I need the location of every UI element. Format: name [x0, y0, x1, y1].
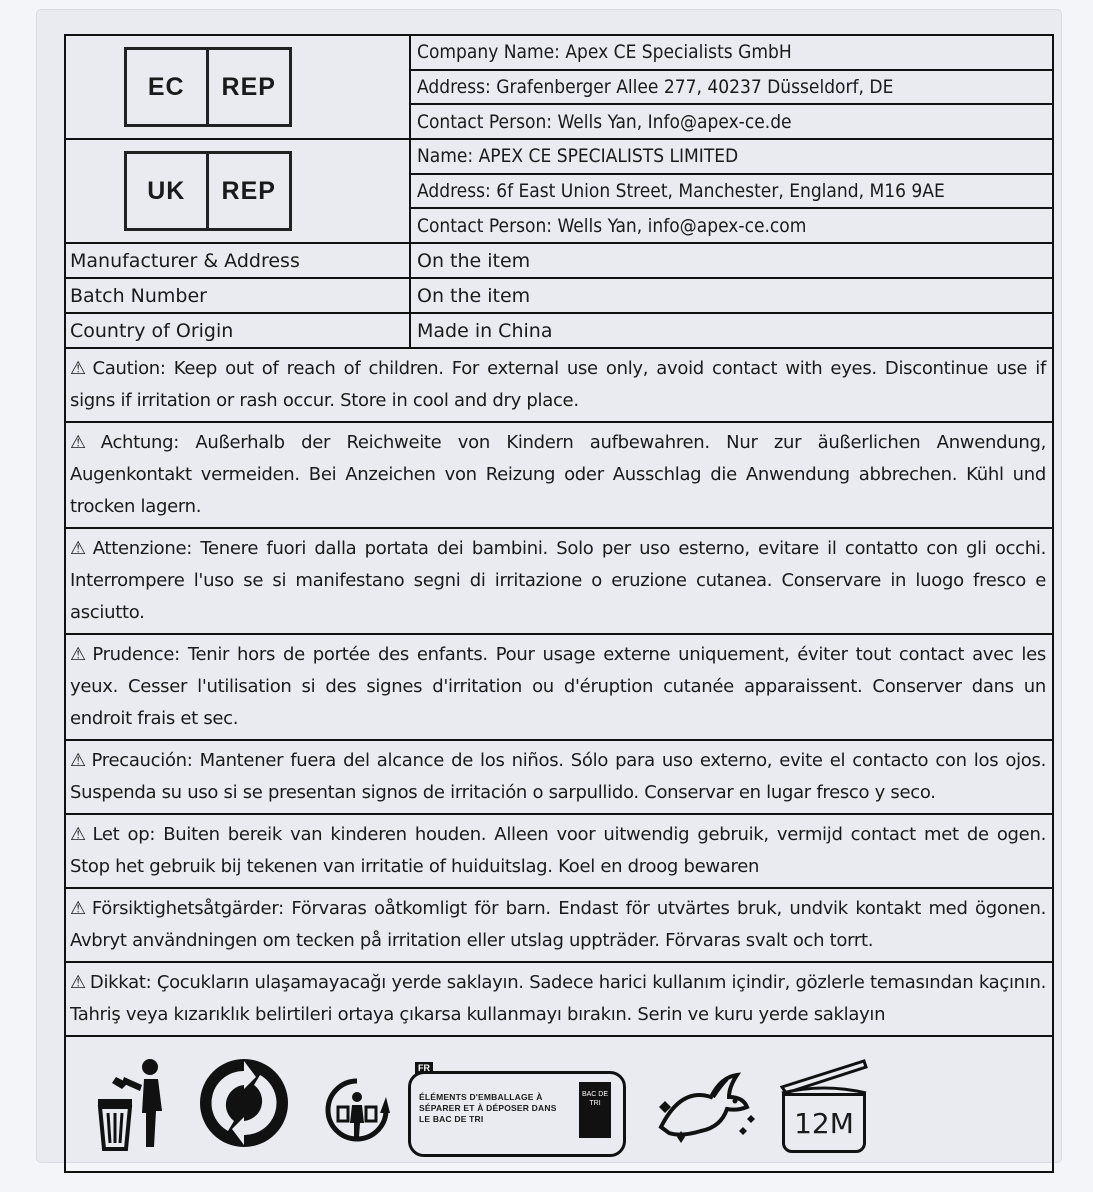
uk-rep-row — [66, 140, 1052, 244]
warning-text: Caution: Keep out of reach of children. For external use only, avoid contact with eyes. Discontinue use if signs if irritation or rash occur. Store in cool and dry place. — [70, 358, 1046, 411]
batch-row — [66, 279, 1052, 314]
warning-icon: ⚠ — [70, 824, 89, 845]
detail-value: Made in China — [417, 319, 553, 342]
warning-icon: ⚠ — [70, 750, 88, 771]
warning-icon: ⚠ — [70, 358, 89, 379]
warning-tr — [66, 963, 1052, 1037]
detail-key: Batch Number — [66, 279, 411, 312]
period-after-opening-icon — [778, 1057, 870, 1149]
warning-text: Dikkat: Çocukların ulaşamayacağı yerde saklayın. Sadece harici kullanım içindir, gözlerle temasından kaçının. Tahriş veya kızarıklık belirtileri ortaya çıkarsa kullanmayı bırakın. Serin ve kuru yerde saklayın — [70, 972, 1046, 1025]
warning-nl — [66, 815, 1052, 889]
uk-name: Name: APEX CE SPECIALISTS LIMITED — [411, 140, 1052, 175]
green-dot-icon — [198, 1057, 290, 1149]
warning-icon: ⚠ — [70, 644, 89, 665]
warning-it — [66, 529, 1052, 635]
warning-text: Prudence: Tenir hors de portée des enfants. Pour usage externe uniquement, éviter tout contact avec les yeux. Cesser l'utilisation si des signes d'irritation ou d'éruption cutanée apparaissent. Conserver dans un endroit frais et sec. — [70, 644, 1046, 729]
warning-text: Achtung: Außerhalb der Reichweite von Kindern aufbewahren. Nur zur äußerlichen Anwendung, Augenkontakt vermeiden. Bei Anzeichen von Reizung oder Ausschlag die Anwendung abbrechen. Kühl und trocken lagern. — [70, 432, 1046, 517]
manufacturer-row — [66, 244, 1052, 279]
label-table — [64, 34, 1054, 1173]
triman-sorting-text: ÉLÉMENTS D'EMBALLAGE À SÉPARER ET À DÉPOSER DANS LE BAC DE TRI — [419, 1092, 557, 1124]
detail-value: On the item — [417, 249, 531, 272]
triman-country-tag: FR — [415, 1062, 433, 1074]
detail-value: On the item — [417, 284, 531, 307]
cruelty-free-rabbit-icon — [651, 1067, 761, 1147]
ec-address: Address: Grafenberger Allee 277, 40237 Düsseldorf, DE — [411, 71, 1052, 106]
rep-badge-text: REP — [221, 176, 276, 205]
warning-text: Försiktighetsåtgärder: Förvaras oåtkomligt för barn. Endast för utvärtes bruk, undvik kontakt med ögonen. Avbryt användningen om tecken på irritation eller utslag uppträder. Förvaras svalt och torrt. — [70, 898, 1046, 951]
warning-icon: ⚠ — [70, 972, 86, 993]
rep-badge-text: REP — [221, 72, 276, 101]
uk-contact: Contact Person: Wells Yan, info@apex-ce.com — [417, 214, 807, 237]
detail-key: Country of Origin — [66, 314, 411, 347]
warning-de — [66, 423, 1052, 529]
uk-rep-badge — [124, 151, 292, 231]
warning-es — [66, 741, 1052, 815]
ec-contact: Contact Person: Wells Yan, Info@apex-ce.de — [417, 110, 792, 133]
origin-row — [66, 314, 1052, 349]
ec-company: Company Name: Apex CE Specialists GmbH — [411, 36, 1052, 71]
warning-icon: ⚠ — [70, 432, 97, 453]
warning-text: Attenzione: Tenere fuori dalla portata dei bambini. Solo per uso esterno, evitare il contatto con gli occhi. Interrompere l'uso se si manifestano segni di irritazione o eruzione cutanea. Conservare in luogo fresco e asciutto. — [70, 538, 1047, 623]
triman-icon — [324, 1077, 390, 1143]
product-label — [37, 10, 1061, 1162]
warning-fr — [66, 635, 1052, 741]
tidyman-icon — [94, 1057, 174, 1153]
uk-address: Address: 6f East Union Street, Manchester, England, M16 9AE — [411, 175, 1052, 210]
warning-icon: ⚠ — [70, 898, 88, 919]
pao-value: 12M — [794, 1106, 854, 1140]
warning-icon: ⚠ — [70, 538, 89, 559]
warning-en — [66, 349, 1052, 423]
symbols-row — [66, 1037, 1052, 1171]
uk-badge-text: UK — [127, 154, 210, 228]
warning-sv — [66, 889, 1052, 963]
detail-key: Manufacturer & Address — [66, 244, 411, 277]
ec-rep-row — [66, 36, 1052, 140]
warning-text: Let op: Buiten bereik van kinderen houden. Alleen voor uitwendig gebruik, vermijd contact met de ogen. Stop het gebruik bij tekenen van irritatie of huiduitslag. Koel en droog bewaren — [70, 824, 1046, 877]
ec-rep-badge — [124, 47, 292, 127]
ec-badge-text: EC — [127, 50, 210, 124]
triman-sorting-label — [408, 1063, 626, 1157]
sorting-bin-icon: BAC DE TRI — [579, 1082, 611, 1138]
warning-text: Precaución: Mantener fuera del alcance de los niños. Sólo para uso externo, evite el contacto con los ojos. Suspenda su uso si se presentan signos de irritación o sarpullido. Conservar en lugar fresco y seco. — [70, 750, 1046, 803]
